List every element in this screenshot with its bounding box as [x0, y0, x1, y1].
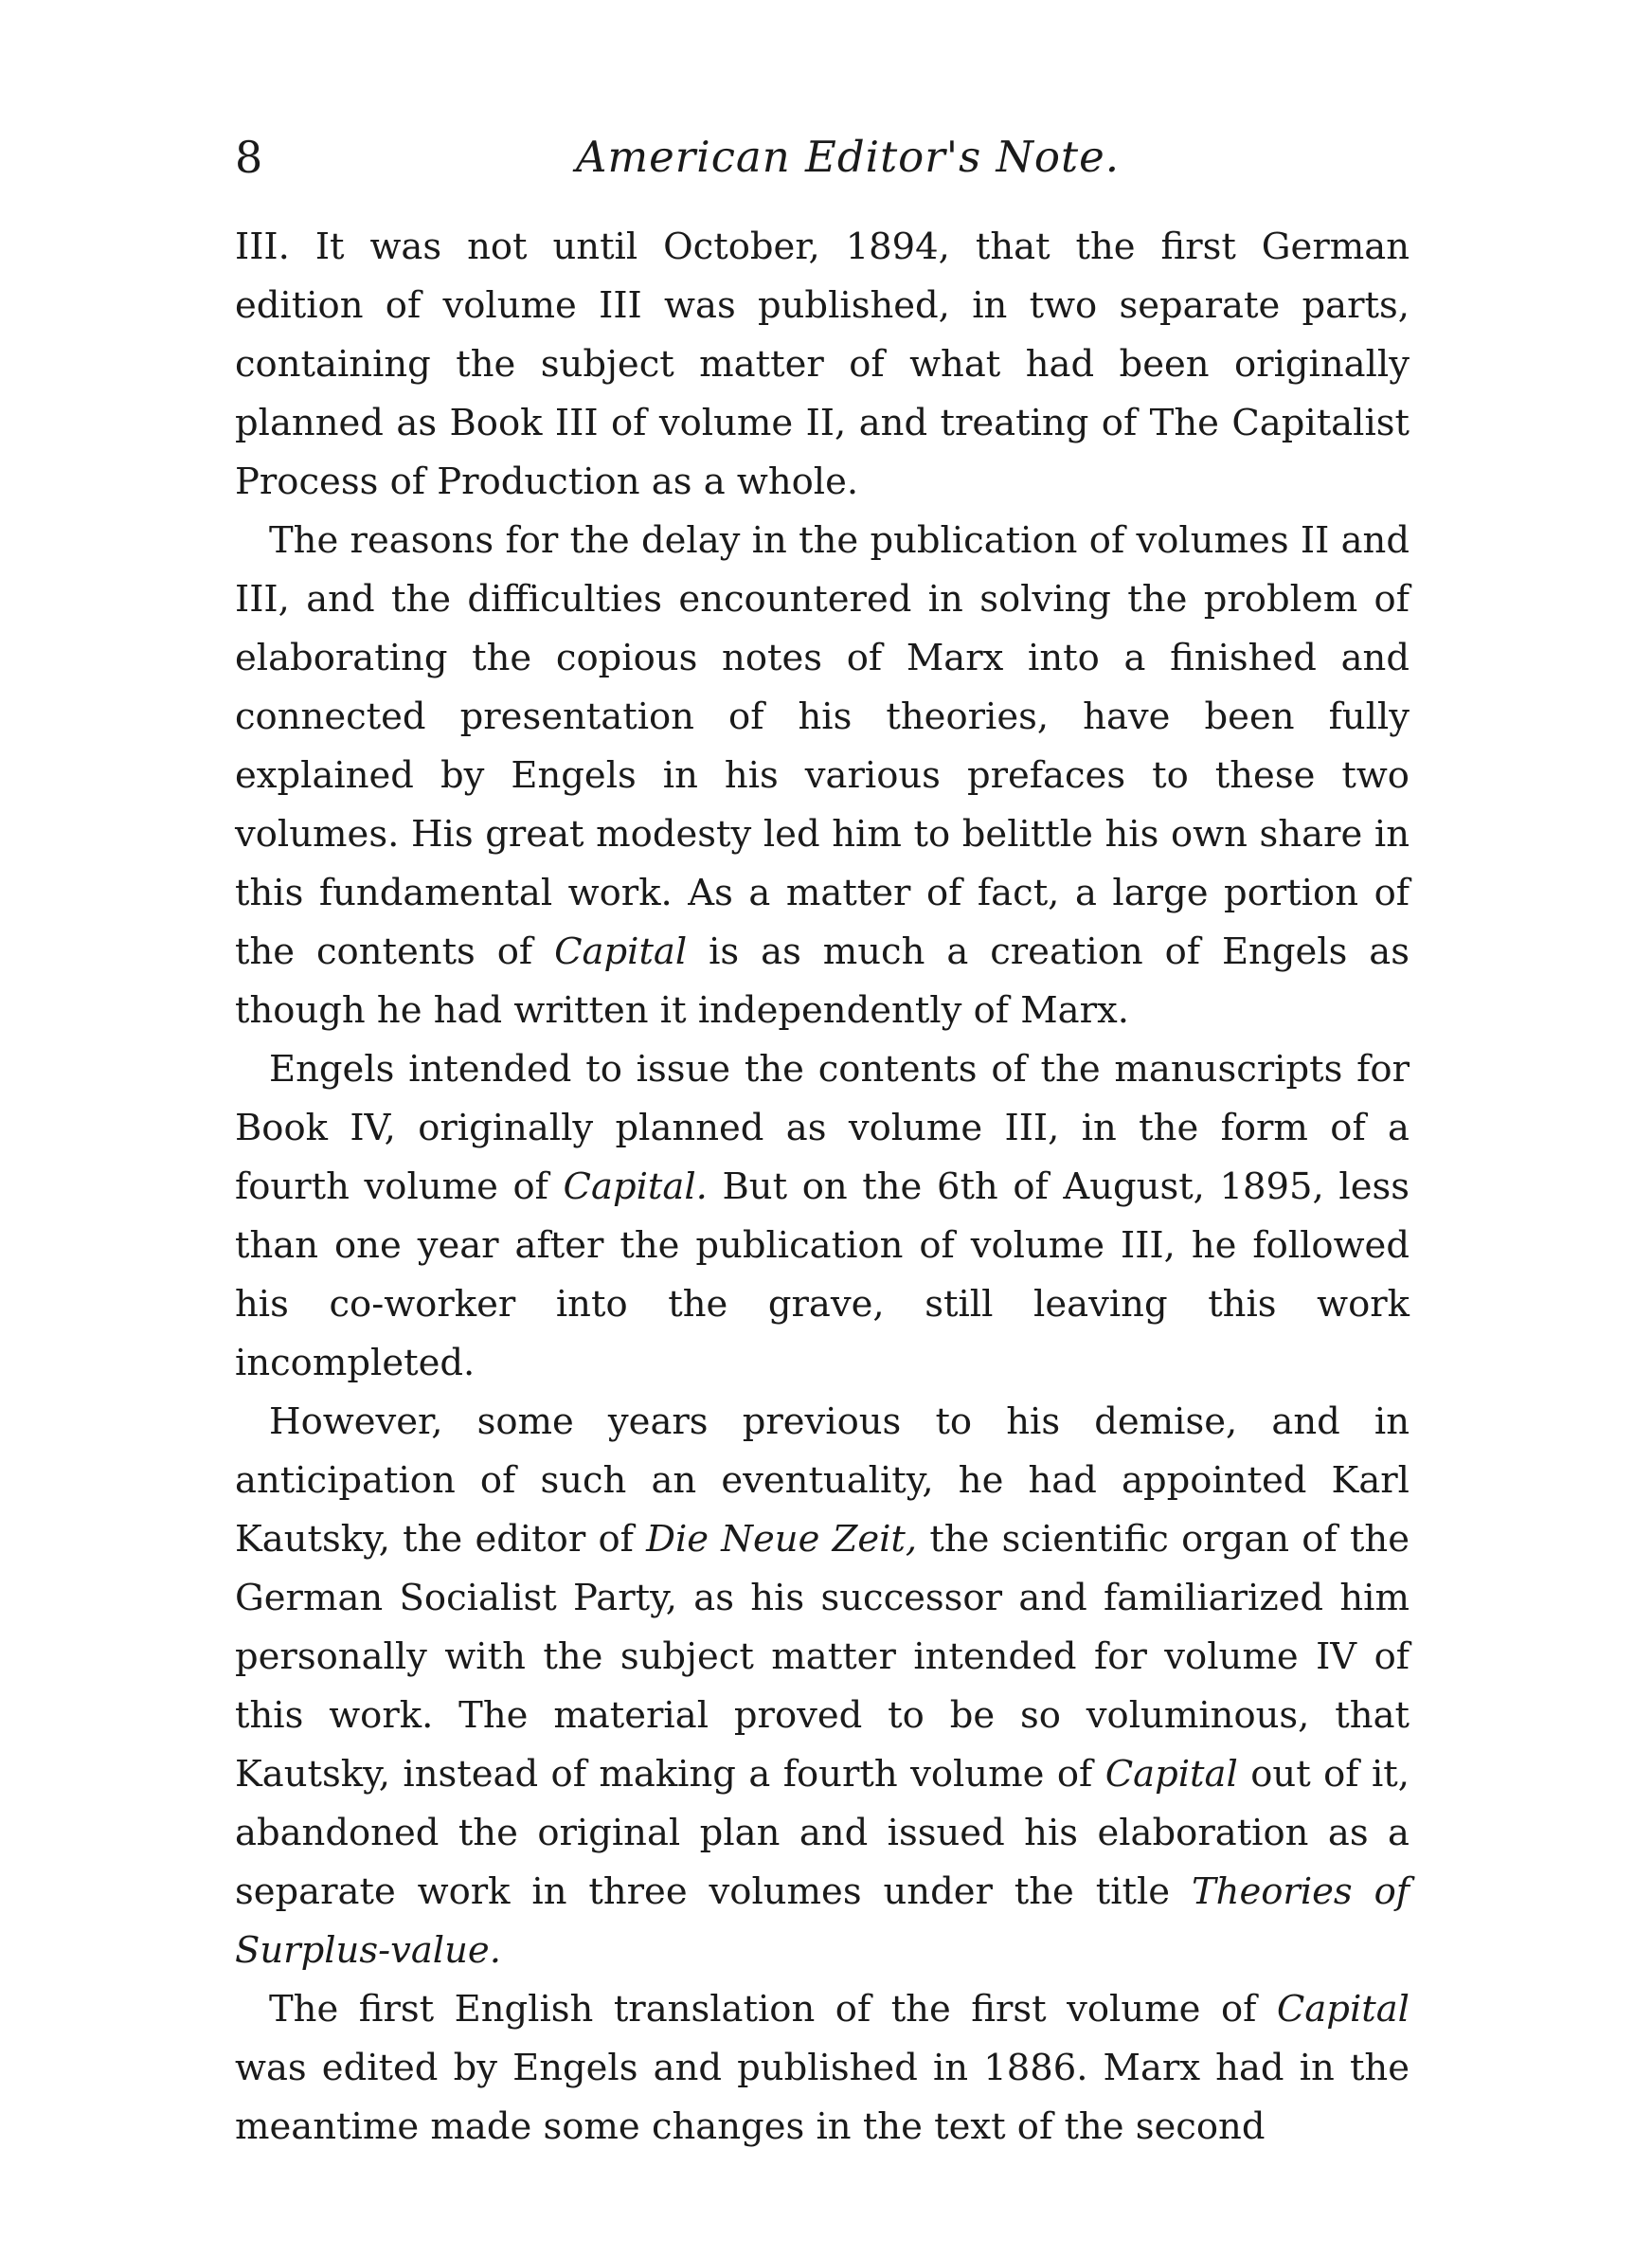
paragraph-2-text-a: The reasons for the delay in the publication of volumes II and III, and the difficulties encountered in solving the problem of elaborating the copious notes of Marx into a finished and connected presentation of his theories, have been fully explained by Engels in his various prefaces to these two volumes. His great modesty led him to belittle his own share in this fundamental work. As a matter of fact, a large portion of the contents of [235, 519, 1410, 973]
running-title: American Editor's Note. [576, 132, 1121, 182]
paragraph-5-text-a: The first English translation of the first volume of [269, 1988, 1277, 2031]
title-capital: Capital. [563, 1165, 708, 1208]
paragraph-2-text-b: is as much a creation of Engels as though he had written it independently of Marx. [235, 930, 1410, 1032]
body-text [235, 218, 1410, 2157]
paragraph-4-text-c: out of it, abandoned the original plan and issued his elaboration as a separate work in three volumes under the title [235, 1753, 1410, 1913]
title-capital: Capital [554, 930, 688, 973]
paragraph-5-text-b: was edited by Engels and published in 1886. Marx had in the meantime made some changes in the text of the second [235, 2047, 1410, 2148]
paragraph-3 [235, 1040, 1410, 1393]
paragraph-1 [235, 218, 1410, 512]
paragraph-4-text-a: However, some years previous to his demise, and in anticipation of such an eventuality, he had appointed Karl Kautsky, the editor of [235, 1400, 1410, 1561]
title-capital: Capital [1276, 1988, 1410, 2031]
paragraph-1-text: III. It was not until October, 1894, that the first German edition of volume III was published, in two separate parts, containing the subject matter of what had been originally planned as Book III of volume II, and treating of The Capitalist Process of Production as a whole. [235, 226, 1410, 503]
paragraph-2 [235, 512, 1410, 1040]
paragraph-3-text-b: But on the 6th of August, 1895, less than one year after the publication of volume III, he followed his co-worker into the grave, still leaving this work incompleted. [235, 1165, 1410, 1384]
title-die-neue-zeit: Die Neue Zeit, [646, 1518, 918, 1561]
paragraph-5 [235, 1980, 1410, 2157]
paragraph-4 [235, 1393, 1410, 1980]
title-capital: Capital [1104, 1753, 1238, 1796]
title-theories-of-surplus-value: Theories of Surplus-value. [235, 1870, 1410, 1972]
paragraph-3-text-a: Engels intended to issue the contents of the manuscripts for Book IV, originally planned as volume III, in the form of a fourth volume of [235, 1048, 1410, 1208]
paragraph-4-text-b: the scientific organ of the German Socialist Party, as his successor and familiarized him personally with the subject matter intended for volume IV of this work. The material proved to be so voluminous, that Kautsky, instead of making a fourth volume of [235, 1518, 1410, 1796]
page-number: 8 [235, 132, 263, 183]
page-header [235, 131, 1410, 197]
